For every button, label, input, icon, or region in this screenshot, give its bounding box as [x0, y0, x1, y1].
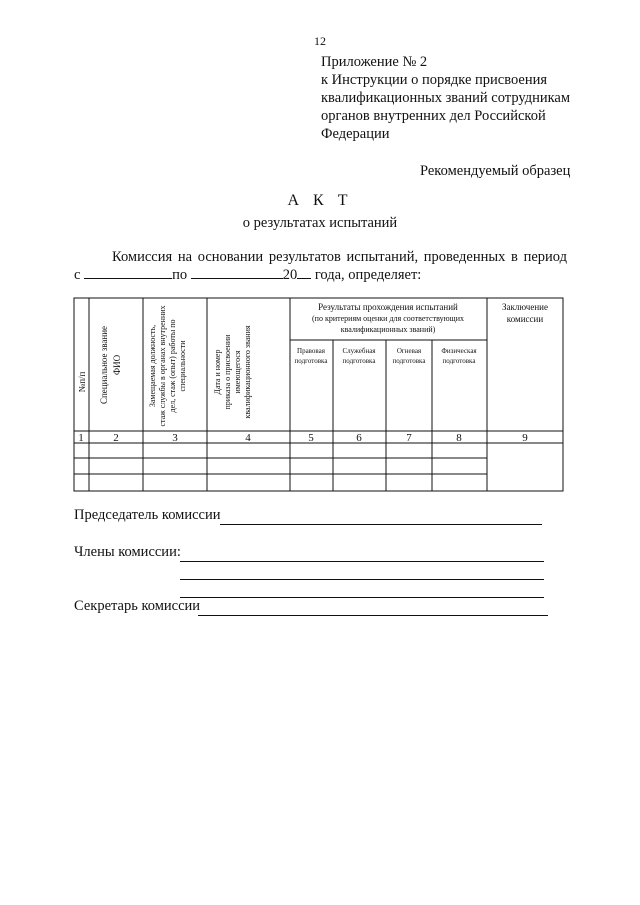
col-number-4: 4	[245, 432, 251, 444]
appendix-line-2: к Инструкции о порядке присвоения	[321, 72, 548, 88]
header-order-4: квалификационного звания	[243, 325, 252, 419]
header-fire-2: подготовка	[392, 357, 426, 365]
document-subtitle: о результатах испытаний	[242, 215, 398, 231]
header-order-2: приказа о присвоении	[223, 334, 232, 410]
header-legal-1: Правовая	[297, 347, 325, 355]
header-rank-name-2: ФИО	[112, 354, 122, 376]
header-row-number: №п/п	[77, 371, 87, 393]
header-physical-2: подготовка	[442, 357, 476, 365]
col-number-7: 7	[406, 432, 412, 444]
member-signature-line-2	[180, 579, 544, 580]
members-label: Члены комиссии:	[74, 544, 181, 560]
appendix-line-1: Приложение № 2	[321, 54, 428, 70]
header-fire-1: Огневая	[396, 347, 422, 355]
appendix-line-3: квалификационных званий сотрудникам	[321, 90, 571, 106]
period-end-text: года, определяет:	[314, 267, 422, 283]
col-number-5: 5	[308, 432, 314, 444]
col-number-6: 6	[356, 432, 362, 444]
secretary-label: Секретарь комиссии	[74, 598, 201, 614]
member-signature-line-1	[180, 561, 544, 562]
appendix-line-4: органов внутренних дел Российской	[321, 108, 546, 124]
col-number-2: 2	[113, 432, 119, 444]
header-conclusion-2: комиссии	[506, 314, 544, 324]
header-conclusion-1: Заключение	[502, 302, 548, 312]
header-results-3: квалификационных званий)	[340, 325, 436, 334]
header-physical-1: Физическая	[441, 347, 477, 355]
header-order-3: имеющегося	[233, 350, 242, 394]
period-from-label: с	[74, 267, 81, 283]
chairman-label: Председатель комиссии	[74, 507, 221, 523]
header-legal-2: подготовка	[294, 357, 328, 365]
col-number-1: 1	[78, 432, 84, 444]
secretary-signature-line	[198, 615, 548, 616]
intro-text: Комиссия на основании результатов испытаний, проведенных в период	[112, 249, 567, 265]
page-number: 12	[314, 34, 326, 48]
header-position-3: дел, стаж (опыт) работы по	[168, 319, 177, 413]
chairman-signature-line	[220, 524, 542, 525]
col-number-3: 3	[172, 432, 178, 444]
col-number-8: 8	[456, 432, 462, 444]
period-to-label: по	[172, 267, 188, 283]
header-order-1: Дата и номер	[213, 349, 222, 395]
appendix-line-5: Федерации	[321, 126, 390, 142]
header-results-1: Результаты прохождения испытаний	[318, 302, 458, 312]
header-position-4: специальности	[178, 340, 187, 392]
document-title: А К Т	[287, 192, 353, 209]
header-position-2: стаж службы в органах внутренних	[158, 305, 167, 427]
header-results-2: (по критериям оценки для соответствующих	[312, 314, 464, 323]
year-prefix: 20	[282, 267, 298, 283]
header-rank-name-1: Специальное звание	[99, 325, 109, 405]
col-number-9: 9	[522, 432, 528, 444]
header-service-2: подготовка	[342, 357, 376, 365]
header-position-1: Замещаемая должность,	[148, 324, 157, 408]
member-signature-line-3	[180, 597, 544, 598]
sample-label: Рекомендуемый образец	[420, 163, 571, 179]
header-service-1: Служебная	[342, 347, 376, 355]
